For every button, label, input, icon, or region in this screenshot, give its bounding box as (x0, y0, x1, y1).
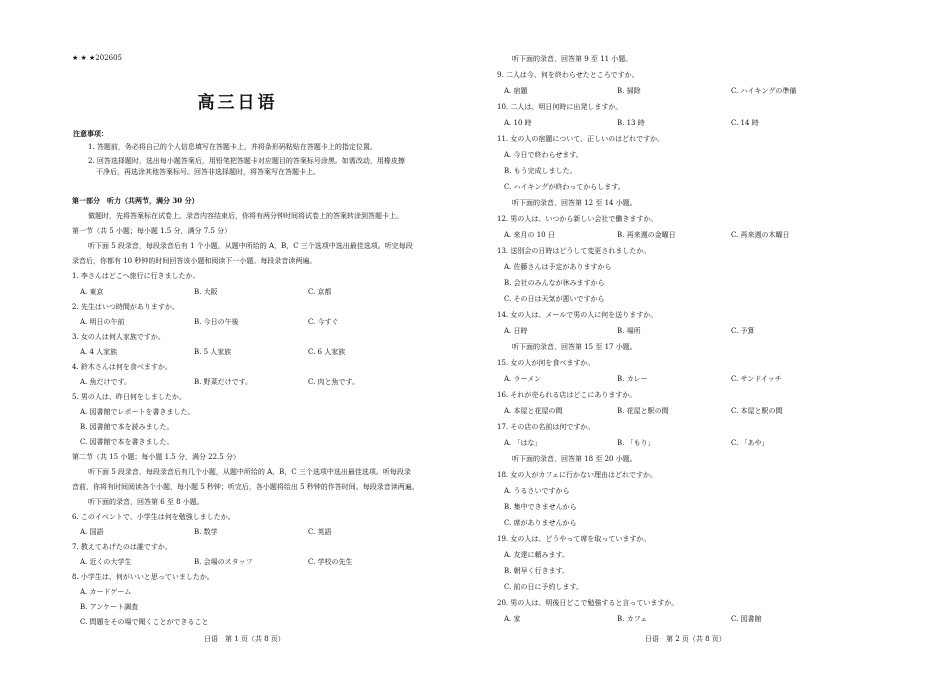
listen-instruction-6-8: 听下面的录音，回答第 6 至 8 小题。 (88, 498, 204, 506)
q3-option-a: A. 4 人家族 (80, 348, 118, 356)
q7-option-b: B. 会場のスタッフ (194, 558, 253, 566)
question-5: 5. 男の人は、昨日何をしましたか。 (72, 393, 186, 401)
q5-option-b: B. 図書館で本を読みました。 (80, 423, 174, 431)
page-1-footer: 日语 第 1 页（共 8 页） (204, 635, 285, 643)
q13-option-b: B. 会社のみんなが休みますから (504, 279, 605, 287)
question-9: 9. 二人は今、何を終わらせたところですか。 (497, 71, 639, 79)
q12-option-c: C. 再来週の木曜日 (731, 231, 790, 239)
q10-option-b: B. 13 時 (617, 119, 645, 127)
q4-option-a: A. 魚だけです。 (80, 378, 131, 386)
q12-option-a: A. 来月の 10 日 (504, 231, 555, 239)
q2-option-a: A. 明日の午前 (80, 318, 125, 326)
question-3: 3. 女の人は何人家族ですか。 (72, 333, 165, 341)
q12-option-b: B. 再来週の金曜日 (617, 231, 676, 239)
q19-option-c: C. 前の日に予約します。 (504, 583, 583, 591)
q3-option-c: C. 6 人家族 (308, 348, 346, 356)
q7-option-a: A. 近くの大学生 (80, 558, 132, 566)
q6-option-a: A. 国語 (80, 528, 104, 536)
question-6: 6. このイベントで、小学生は何を勉強しましたか。 (72, 513, 235, 521)
q7-option-c: C. 学校の先生 (308, 558, 353, 566)
q13-option-c: C. その日は天気が悪いですから (504, 295, 605, 303)
section-2-desc-1: 听下面 5 段录音，每段录音后有几个小题，从题中所给的 A，B，C 三个选项中选出最佳选项。听每段录 (88, 468, 411, 476)
q19-option-b: B. 朝早く行きます。 (504, 567, 570, 575)
q16-option-c: C. 本屋と駅の間 (731, 407, 783, 415)
question-7: 7. 教えてあげたのは誰ですか。 (72, 543, 172, 551)
q9-option-b: B. 掃除 (617, 87, 641, 95)
note-2-line-2: 干净后，再选涂其他答案标号。回答非选择题时，将答案写在答题卡上。 (96, 168, 320, 176)
question-2: 2. 先生はいつ時間がありますか。 (72, 303, 179, 311)
page-2-footer: 日语 第 2 页（共 8 页） (645, 635, 726, 643)
listen-instruction-12-14: 听下面的录音，回答第 12 至 14 小题。 (512, 199, 637, 207)
q11-option-b: B. もう完成しました。 (504, 167, 577, 175)
note-1: 1. 答题前，务必将自己的个人信息填写在答题卡上，并将条形码粘贴在答题卡上的指定位置。 (88, 143, 377, 151)
q4-option-c: C. 肉と魚です。 (308, 378, 359, 386)
q3-option-b: B. 5 人家族 (194, 348, 232, 356)
q6-option-b: B. 数学 (194, 528, 218, 536)
question-18: 18. 女の人がカフェに行かない理由はどれですか。 (497, 471, 658, 479)
q10-option-c: C. 14 時 (731, 119, 759, 127)
listen-instruction-15-17: 听下面的录音，回答第 15 至 17 小题。 (512, 343, 637, 351)
q16-option-b: B. 花屋と駅の間 (617, 407, 669, 415)
question-4: 4. 鈴木さんは何を食べますか。 (72, 363, 172, 371)
q1-option-b: B. 大阪 (194, 288, 218, 296)
question-17: 17. その店の名前は何ですか。 (497, 423, 595, 431)
page-2 (475, 0, 950, 688)
q13-option-a: A. 佐藤さんは予定がありますから (504, 263, 612, 271)
q17-option-b: B. 「もり」 (617, 439, 655, 447)
part-1-heading: 第一部分 听力（共两节，满分 30 分） (72, 196, 199, 205)
question-10: 10. 二人は、明日何時に出発しますか。 (497, 103, 623, 111)
q14-option-c: C. 予算 (731, 327, 755, 335)
question-15: 15. 女の人が何を食べますか。 (497, 359, 595, 367)
q20-option-c: C. 図書館 (731, 615, 762, 623)
listen-instruction-18-20: 听下面的录音，回答第 18 至 20 小题。 (512, 455, 637, 463)
q18-option-c: C. 席がありませんから (504, 519, 577, 527)
q5-option-a: A. 図書館でレポートを書きました。 (80, 408, 195, 416)
question-1: 1. 李さんはどこへ旅行に行きましたか。 (72, 272, 200, 280)
q8-option-a: A. カードゲーム (80, 588, 132, 596)
q14-option-a: A. 日時 (504, 327, 528, 335)
q19-option-a: A. 友達に頼みます。 (504, 551, 569, 559)
notes-title: 注意事项： (73, 129, 108, 138)
question-11: 11. 女の人の宿題について、正しいのはどれですか。 (497, 135, 665, 143)
q5-option-c: C. 図書館で本を書きました。 (80, 438, 174, 446)
q15-option-a: A. ラーメン (504, 375, 542, 383)
q17-option-c: C. 「あや」 (731, 439, 769, 447)
note-2-line-1: 2. 回答选择题时，选出每小题答案后，用铅笔把答题卡对应题目的答案标号涂黑。如需改动，用橡皮擦 (88, 157, 405, 165)
exam-code: ★ ★ ★202605 (72, 54, 122, 62)
question-8: 8. 小学生は、何がいいと思っていましたか。 (72, 573, 214, 581)
q4-option-b: B. 野菜だけです。 (194, 378, 253, 386)
section-1-heading: 第一节（共 5 小题；每小题 1.5 分，满分 7.5 分） (72, 227, 232, 235)
q2-option-c: C. 今すぐ (308, 318, 339, 326)
listen-instruction-9-11: 听下面的录音，回答第 9 至 11 小题。 (512, 55, 633, 63)
q1-option-c: C. 京都 (308, 288, 332, 296)
q15-option-c: C. サンドイッチ (731, 375, 782, 383)
section-2-heading: 第二节（共 15 小题；每小题 1.5 分，满分 22.5 分） (72, 453, 240, 461)
q8-option-b: B. アンケート調査 (80, 603, 139, 611)
question-13: 13. 送別会の日時はどうして変更されましたか。 (497, 247, 651, 255)
section-1-desc-2: 录音后，你都有 10 秒钟的时间回答该小题和阅读下一小题。每段录音读两遍。 (72, 257, 317, 265)
q11-option-c: C. ハイキングが終わってからします。 (504, 183, 625, 191)
question-20: 20. 男の人は、明後日どこで勉強すると言っていますか。 (497, 599, 679, 607)
exam-title: 高三日语 (197, 93, 278, 113)
q9-option-a: A. 宿題 (504, 87, 528, 95)
q18-option-b: B. 集中できませんから (504, 503, 577, 511)
q16-option-a: A. 本屋と花屋の間 (504, 407, 563, 415)
q17-option-a: A. 「はな」 (504, 439, 542, 447)
section-1-desc-1: 听下面 5 段录音，每段录音后有 1 个小题，从题中所给的 A，B，C 三个选项中选出最佳选项。听完每段 (88, 242, 413, 250)
q15-option-b: B. カレー (617, 375, 648, 383)
q18-option-a: A. うるさいですから (504, 487, 570, 495)
question-16: 16. それが売られる店はどこにありますか。 (497, 391, 637, 399)
q10-option-a: A. 10 時 (504, 119, 532, 127)
q11-option-a: A. 今日で終わらせます。 (504, 151, 583, 159)
q2-option-b: B. 今日の午後 (194, 318, 239, 326)
q20-option-b: B. カフェ (617, 615, 648, 623)
q6-option-c: C. 英語 (308, 528, 332, 536)
q1-option-a: A. 東京 (80, 288, 104, 296)
question-14: 14. 女の人は、メールで男の人に何を送りますか。 (497, 311, 658, 319)
q8-option-c: C. 問題をその場で聞くことができること (80, 618, 209, 626)
q14-option-b: B. 場所 (617, 327, 641, 335)
question-12: 12. 男の人は、いつから新しい会社で働きますか。 (497, 215, 658, 223)
q9-option-c: C. ハイキングの準備 (731, 87, 797, 95)
q20-option-a: A. 家 (504, 615, 521, 623)
question-19: 19. 女の人は、どうやって席を取っていますか。 (497, 535, 651, 543)
section-2-desc-2: 音前，你将有时间阅读各个小题，每小题 5 秒钟；听完后，各小题将给出 5 秒钟的作答时间。每段录音读两遍。 (72, 483, 419, 491)
intro-text: 做题时，先将答案标在试卷上。录音内容结束后，你将有两分钟时间将试卷上的答案转涂到答题卡上。 (88, 212, 403, 220)
